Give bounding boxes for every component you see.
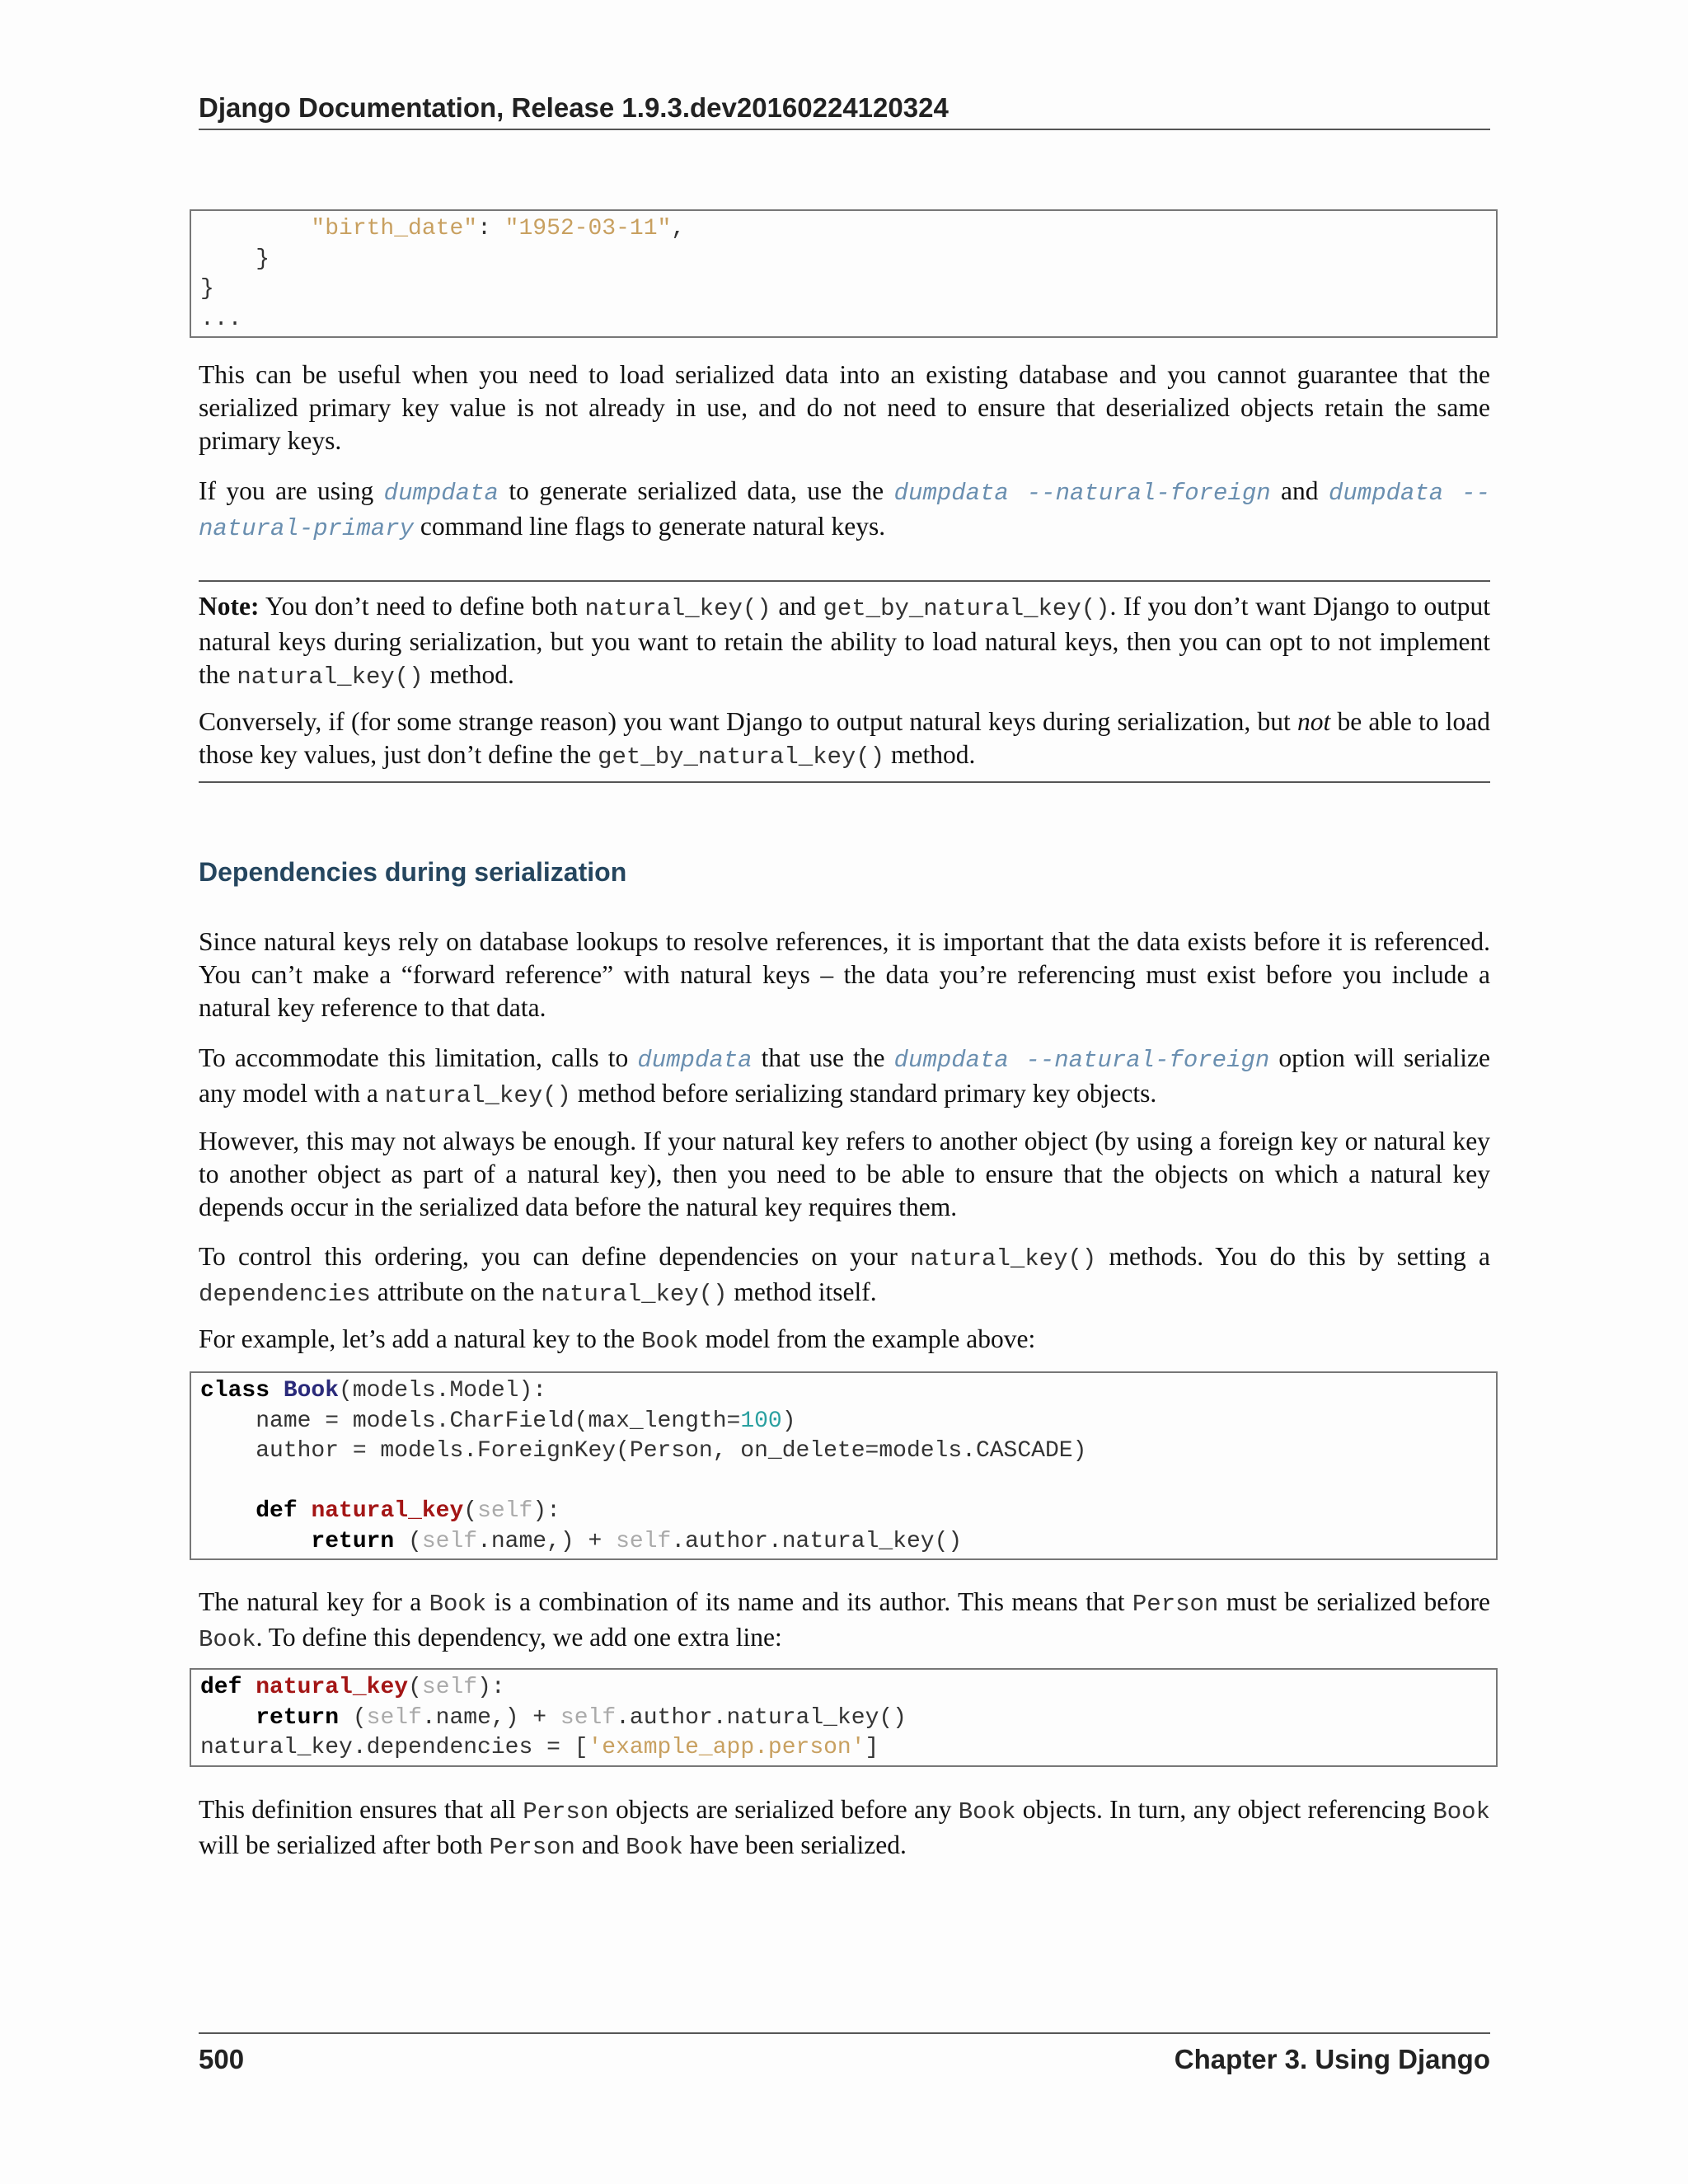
note-paragraph: Conversely, if (for some strange reason) you want Django to output natural keys during serialization, but not be able to load those key values, just don’t define the get_by_natural_key() method. — [199, 707, 1490, 771]
chapter-title: Chapter 3. Using Django — [1174, 2044, 1490, 2074]
code-block-book-model: class Book(models.Model): name = models.CharField(max_length=100) author = models.ForeignKey(Person, on_delete=models.CASCADE) def natural_key(self): return (self.name,) + self.author.natural_key() — [190, 1371, 1498, 1560]
code-block-json-tail: "birth_date": "1952-03-11", } } ... — [190, 209, 1498, 338]
dumpdata-natural-primary-link[interactable]: dumpdata --natural-primary — [199, 480, 1490, 542]
paragraph: This can be useful when you need to load serialized data into an existing database and you cannot guarantee that the serialized primary key value is not already in use, and do not need to ensure that deserialized objects retain the same primary keys. — [199, 360, 1490, 455]
note-top-rule — [199, 580, 1490, 582]
paragraph: To control this ordering, you can define dependencies on your natural_key() methods. You do this by setting a dependencies attribute on the natural_key() method itself. — [199, 1242, 1490, 1308]
note-bottom-rule — [199, 781, 1490, 783]
dumpdata-natural-foreign-link[interactable]: dumpdata --natural-foreign — [893, 480, 1271, 507]
paragraph: To accommodate this limitation, calls to dumpdata that use the dumpdata --natural-foreign option will serialize any model with a natural_key() method before serializing standard primary key objects. — [199, 1043, 1490, 1109]
paragraph: However, this may not always be enough. If your natural key refers to another object (by using a foreign key or natural key to another object as part of a natural key), then you need to be able to ensure that the objects on which a natural key depends occur in the serialized data before the natural key requires them. — [199, 1127, 1490, 1221]
dumpdata-link[interactable]: dumpdata — [637, 1047, 753, 1074]
paragraph: Since natural keys rely on database lookups to resolve references, it is important that the data exists before it is referenced. You can’t make a “forward reference” with natural keys – the data you’re referencing must exist before you include a natural key reference to that data. — [199, 927, 1490, 1022]
paragraph: If you are using dumpdata to generate serialized data, use the dumpdata --natural-foreign and dumpdata --natural-primary command line flags to generate natural keys. — [199, 476, 1490, 542]
code-string: "1952-03-11" — [504, 216, 672, 241]
dumpdata-natural-foreign-link[interactable]: dumpdata --natural-foreign — [893, 1047, 1270, 1074]
section-heading: Dependencies during serialization — [199, 857, 627, 887]
page-number: 500 — [199, 2044, 245, 2074]
paragraph: For example, let’s add a natural key to the Book model from the example above: — [199, 1324, 1036, 1355]
running-header: Django Documentation, Release 1.9.3.dev20160224120324 — [199, 92, 1490, 130]
note-paragraph: Note: You don’t need to define both natural_key() and get_by_natural_key(). If you don’t want Django to output natural keys during serialization, but you want to retain the ability to load natural keys, then you can opt to not implement the natural_key() method. — [199, 592, 1490, 691]
paragraph: The natural key for a Book is a combination of its name and its author. This means that Person must be serialized before Book. To define this dependency, we add one extra line: — [199, 1587, 1490, 1653]
page-footer — [199, 2032, 1490, 2075]
paragraph: This definition ensures that all Person objects are serialized before any Book objects. In turn, any object referencing Book will be serialized after both Person and Book have been serialized. — [199, 1795, 1490, 1861]
note-label: Note: — [199, 592, 260, 621]
dumpdata-link[interactable]: dumpdata — [383, 480, 499, 507]
code-block-dependencies: def natural_key(self): return (self.name,) + self.author.natural_key() natural_key.dependencies = ['example_app.person'] — [190, 1668, 1498, 1767]
code-string: "birth_date" — [311, 216, 478, 241]
